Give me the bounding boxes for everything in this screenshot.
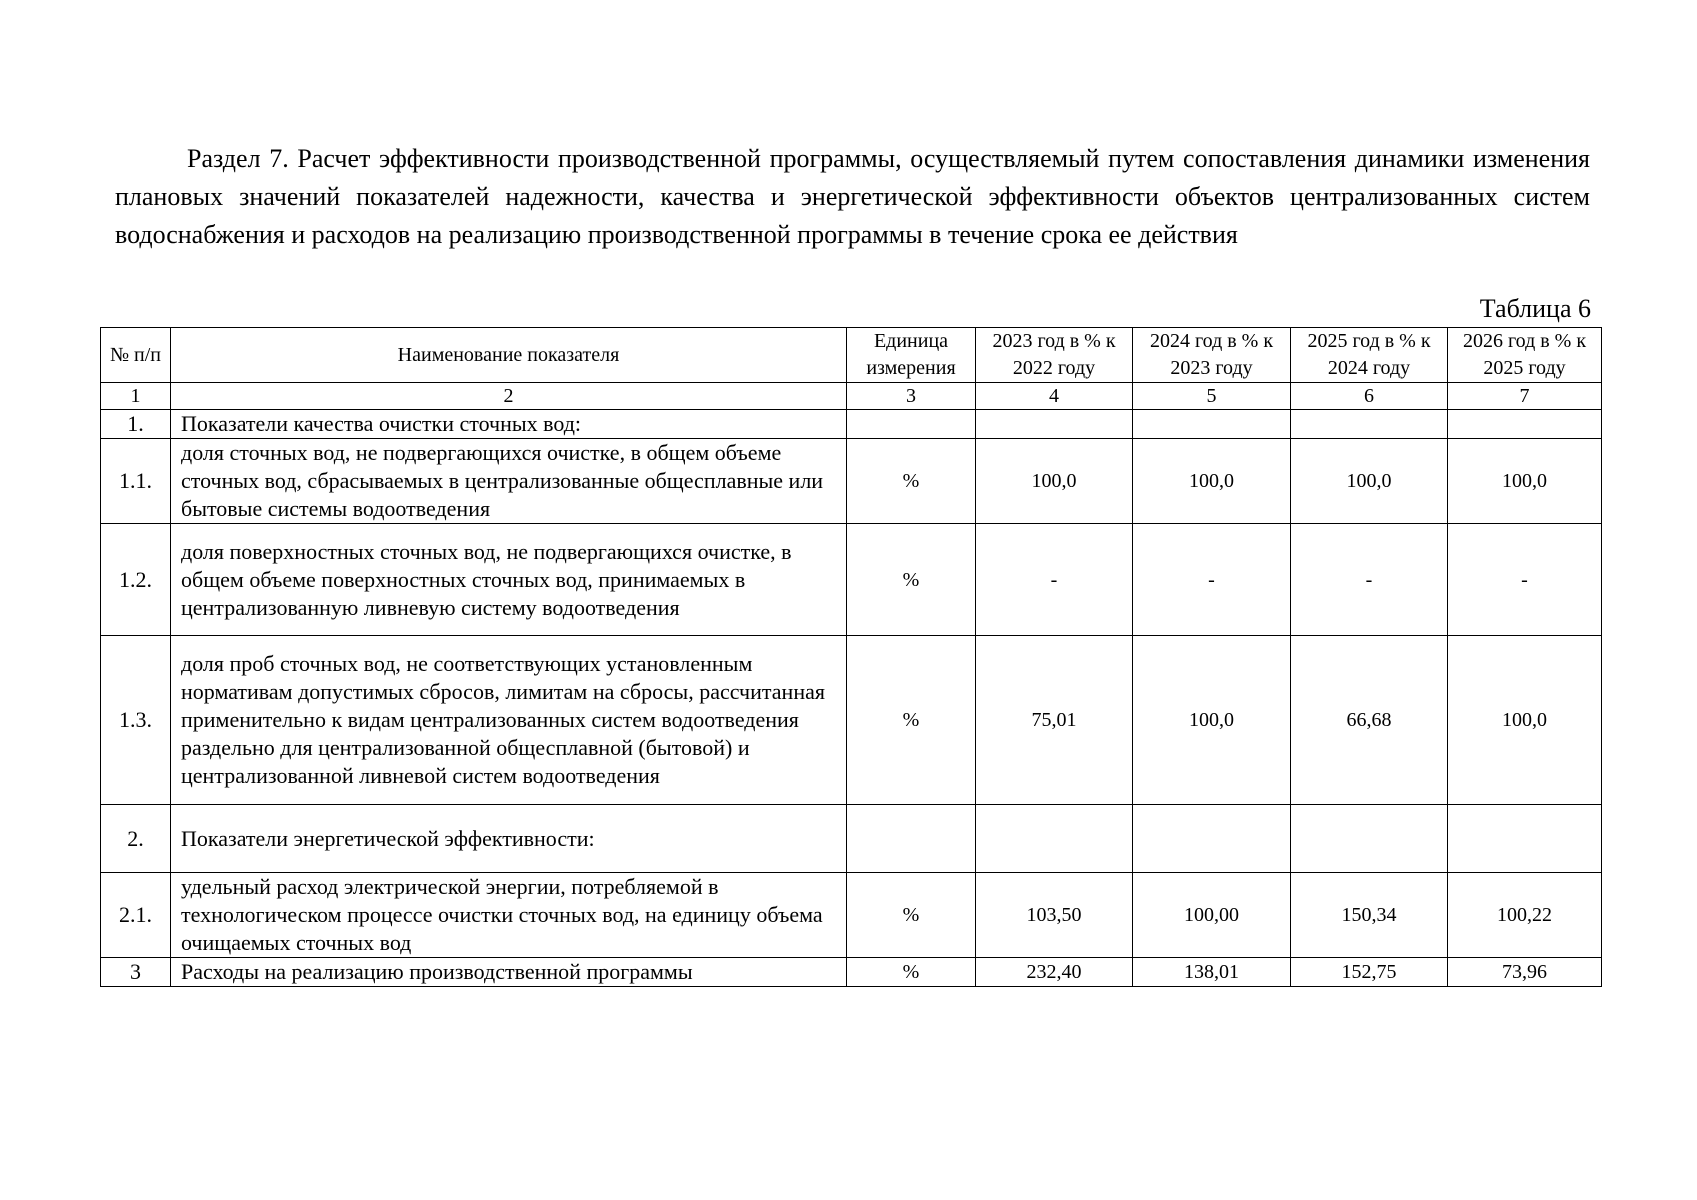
value-cell-2023: 232,40 — [976, 958, 1133, 987]
table-row — [101, 958, 1602, 987]
header-cell-unit: Единица измерения — [847, 328, 976, 383]
value-cell-2025: 152,75 — [1291, 958, 1448, 987]
indicator-name: Показатели качества очистки сточных вод: — [171, 410, 847, 439]
column-number-cell: 3 — [847, 383, 976, 410]
row-number: 2.1. — [101, 873, 171, 958]
value-cell-2025: - — [1291, 524, 1448, 636]
row-number: 3 — [101, 958, 171, 987]
value-cell-2025 — [1291, 410, 1448, 439]
header-cell-number: № п/п — [101, 328, 171, 383]
table-row — [101, 524, 1602, 636]
value-cell-2024: 100,00 — [1133, 873, 1291, 958]
table-row — [101, 439, 1602, 524]
row-number: 2. — [101, 805, 171, 873]
value-cell-2024: 100,0 — [1133, 439, 1291, 524]
value-cell-2026: 100,0 — [1448, 636, 1602, 805]
value-cell-2024: 100,0 — [1133, 636, 1291, 805]
table-caption: Таблица 6 — [1479, 294, 1591, 323]
header-cell-2026: 2026 год в % к 2025 году — [1448, 328, 1602, 383]
header-cell-2025: 2025 год в % к 2024 году — [1291, 328, 1448, 383]
indicator-name: удельный расход электрической энергии, потребляемой в технологическом процессе очистки сточных вод, на единицу объема очищаемых сточных вод — [171, 873, 847, 958]
column-number-cell: 7 — [1448, 383, 1602, 410]
indicator-name: Расходы на реализацию производственной программы — [171, 958, 847, 987]
value-cell-2023: 103,50 — [976, 873, 1133, 958]
column-number-cell: 1 — [101, 383, 171, 410]
section-heading: Раздел 7. Расчет эффективности производственной программы, осуществляемый путем сопоставления динамики изменения плановых значений показателей надежности, качества и энергетической эффективности объектов централизованных систем водоснабжения и расходов на реализацию производственной программы в течение срока ее действия — [115, 144, 1590, 249]
indicator-name: доля проб сточных вод, не соответствующих установленным нормативам допустимых сбросов, лимитам на сбросы, рассчитанная применительно к видам централизованных систем водоотведения раздельно для централизованной общесплавной (бытовой) и централизованной ливневой систем водоотведения — [171, 636, 847, 805]
value-cell-2025 — [1291, 805, 1448, 873]
efficiency-table — [100, 327, 1602, 987]
value-cell-2023 — [976, 410, 1133, 439]
unit-cell: % — [847, 439, 976, 524]
header-row — [101, 328, 1602, 383]
table-row — [101, 873, 1602, 958]
value-cell-2023: - — [976, 524, 1133, 636]
row-number: 1.3. — [101, 636, 171, 805]
value-cell-2024: - — [1133, 524, 1291, 636]
value-cell-2026 — [1448, 805, 1602, 873]
value-cell-2024 — [1133, 410, 1291, 439]
unit-cell — [847, 805, 976, 873]
header-cell-name: Наименование показателя — [171, 328, 847, 383]
value-cell-2026: 100,0 — [1448, 439, 1602, 524]
value-cell-2024: 138,01 — [1133, 958, 1291, 987]
unit-cell: % — [847, 524, 976, 636]
unit-cell — [847, 410, 976, 439]
value-cell-2023: 75,01 — [976, 636, 1133, 805]
value-cell-2025: 100,0 — [1291, 439, 1448, 524]
indicator-name: доля поверхностных сточных вод, не подвергающихся очистке, в общем объеме поверхностных сточных вод, принимаемых в централизованную ливневую систему водоотведения — [171, 524, 847, 636]
column-number-row — [101, 383, 1602, 410]
unit-cell: % — [847, 636, 976, 805]
header-cell-2023: 2023 год в % к 2022 году — [976, 328, 1133, 383]
value-cell-2026 — [1448, 410, 1602, 439]
column-number-cell: 5 — [1133, 383, 1291, 410]
column-number-cell: 2 — [171, 383, 847, 410]
unit-cell: % — [847, 873, 976, 958]
indicator-name: Показатели энергетической эффективности: — [171, 805, 847, 873]
row-number: 1.1. — [101, 439, 171, 524]
column-number-cell: 4 — [976, 383, 1133, 410]
value-cell-2025: 66,68 — [1291, 636, 1448, 805]
value-cell-2024 — [1133, 805, 1291, 873]
value-cell-2025: 150,34 — [1291, 873, 1448, 958]
indicator-name: доля сточных вод, не подвергающихся очистке, в общем объеме сточных вод, сбрасываемых в централизованные общесплавные или бытовые системы водоотведения — [171, 439, 847, 524]
table-row — [101, 410, 1602, 439]
row-number: 1.2. — [101, 524, 171, 636]
value-cell-2026: - — [1448, 524, 1602, 636]
value-cell-2026: 73,96 — [1448, 958, 1602, 987]
row-number: 1. — [101, 410, 171, 439]
value-cell-2026: 100,22 — [1448, 873, 1602, 958]
column-number-cell: 6 — [1291, 383, 1448, 410]
value-cell-2023: 100,0 — [976, 439, 1133, 524]
value-cell-2023 — [976, 805, 1133, 873]
table-row — [101, 636, 1602, 805]
unit-cell: % — [847, 958, 976, 987]
header-cell-2024: 2024 год в % к 2023 году — [1133, 328, 1291, 383]
table-row — [101, 805, 1602, 873]
